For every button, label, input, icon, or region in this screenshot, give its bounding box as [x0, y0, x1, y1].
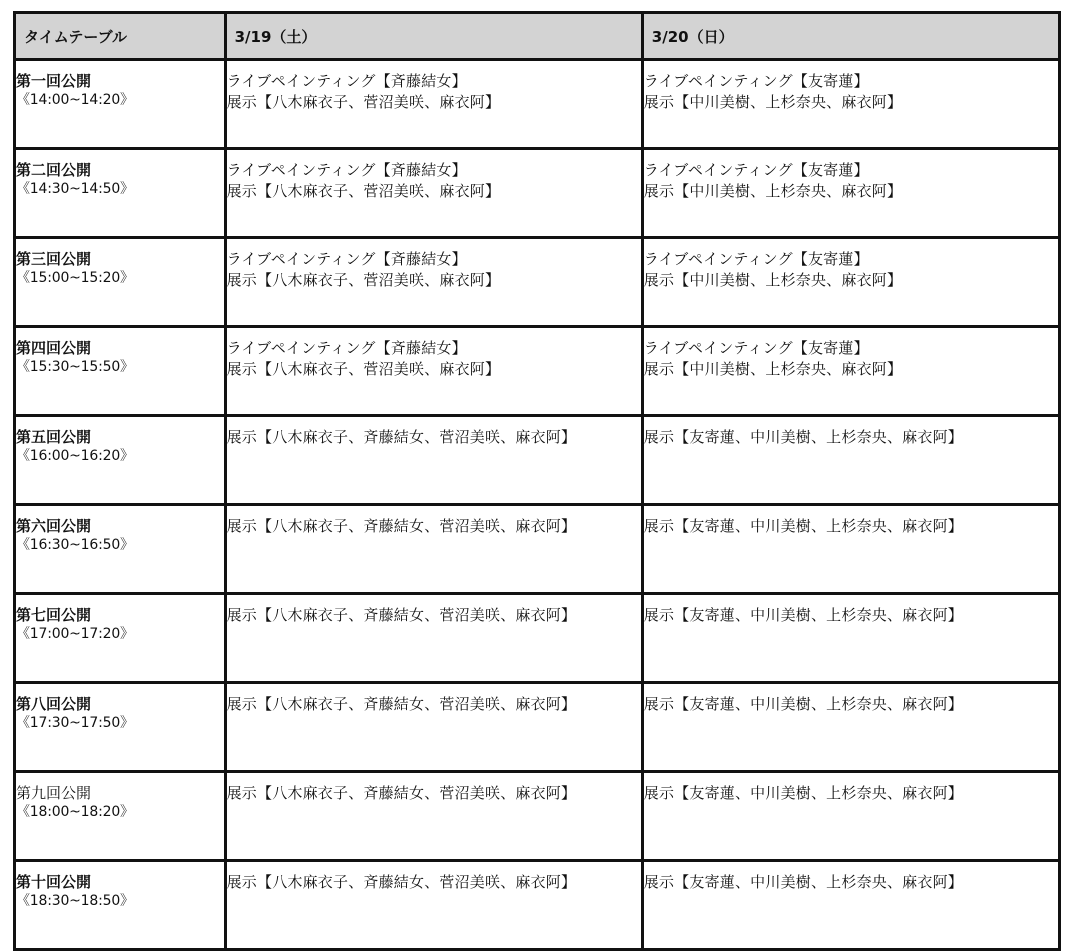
header-row	[15, 13, 1060, 60]
session-time: 《18:30~18:50》	[16, 893, 134, 909]
session-name: 第七回公開	[16, 606, 92, 624]
program-line: 展示【中川美樹、上杉奈央、麻衣阿】	[643, 271, 903, 289]
program-cell-day2	[642, 327, 1059, 416]
program-cell-day2	[642, 683, 1059, 772]
program-line: 展示【友寄蓮、中川美樹、上杉奈央、麻衣阿】	[643, 873, 963, 891]
header-day-0319: 3/19（土）	[225, 13, 642, 60]
session-time: 《14:30~14:50》	[16, 181, 134, 197]
program-cell-day1	[225, 683, 642, 772]
program-cell-day2	[642, 60, 1059, 149]
program-cell-day1	[225, 149, 642, 238]
session-time: 《17:30~17:50》	[16, 715, 134, 731]
program-line: 展示【友寄蓮、中川美樹、上杉奈央、麻衣阿】	[643, 784, 963, 802]
program-line: 展示【友寄蓮、中川美樹、上杉奈央、麻衣阿】	[643, 517, 963, 535]
table-row	[15, 772, 1060, 861]
session-time: 《18:00~18:20》	[16, 804, 134, 820]
program-line: 展示【中川美樹、上杉奈央、麻衣阿】	[643, 93, 903, 111]
header-day-0320: 3/20（日）	[642, 13, 1059, 60]
session-name: 第六回公開	[16, 517, 92, 535]
session-name: 第八回公開	[16, 695, 92, 713]
table-row	[15, 416, 1060, 505]
table-row	[15, 238, 1060, 327]
timetable-body	[15, 60, 1060, 950]
session-cell	[15, 861, 226, 950]
program-line: ライブペインティング【斉藤結女】	[226, 339, 467, 357]
session-time: 《16:30~16:50》	[16, 537, 134, 553]
program-line: 展示【八木麻衣子、斉藤結女、菅沼美咲、麻衣阿】	[226, 606, 577, 624]
program-line: 展示【友寄蓮、中川美樹、上杉奈央、麻衣阿】	[643, 695, 963, 713]
program-line: 展示【友寄蓮、中川美樹、上杉奈央、麻衣阿】	[643, 428, 963, 446]
program-cell-day1	[225, 861, 642, 950]
session-cell	[15, 594, 226, 683]
program-line: ライブペインティング【友寄蓮】	[643, 72, 869, 90]
program-cell-day2	[642, 772, 1059, 861]
program-line: 展示【八木麻衣子、菅沼美咲、麻衣阿】	[226, 271, 501, 289]
session-cell	[15, 238, 226, 327]
table-row	[15, 683, 1060, 772]
table-row	[15, 505, 1060, 594]
program-line: ライブペインティング【友寄蓮】	[643, 250, 869, 268]
program-cell-day1	[225, 416, 642, 505]
session-time: 《15:30~15:50》	[16, 359, 134, 375]
program-line: 展示【八木麻衣子、斉藤結女、菅沼美咲、麻衣阿】	[226, 695, 577, 713]
program-line: 展示【八木麻衣子、斉藤結女、菅沼美咲、麻衣阿】	[226, 784, 577, 802]
program-cell-day1	[225, 505, 642, 594]
program-line: 展示【八木麻衣子、菅沼美咲、麻衣阿】	[226, 182, 501, 200]
session-cell	[15, 772, 226, 861]
table-row	[15, 60, 1060, 149]
program-line: ライブペインティング【斉藤結女】	[226, 250, 467, 268]
timetable-header	[15, 13, 1060, 60]
session-cell	[15, 327, 226, 416]
session-name: 第十回公開	[16, 873, 92, 891]
program-line: 展示【友寄蓮、中川美樹、上杉奈央、麻衣阿】	[643, 606, 963, 624]
table-row	[15, 594, 1060, 683]
header-timetable: タイムテーブル	[15, 13, 226, 60]
program-cell-day1	[225, 772, 642, 861]
program-cell-day2	[642, 861, 1059, 950]
program-line: 展示【八木麻衣子、斉藤結女、菅沼美咲、麻衣阿】	[226, 873, 577, 891]
program-cell-day1	[225, 327, 642, 416]
program-line: 展示【八木麻衣子、斉藤結女、菅沼美咲、麻衣阿】	[226, 517, 577, 535]
session-name: 第三回公開	[16, 250, 92, 268]
program-line: 展示【中川美樹、上杉奈央、麻衣阿】	[643, 360, 903, 378]
program-line: 展示【八木麻衣子、菅沼美咲、麻衣阿】	[226, 360, 501, 378]
program-line: ライブペインティング【友寄蓮】	[643, 339, 869, 357]
program-line: ライブペインティング【友寄蓮】	[643, 161, 869, 179]
program-cell-day1	[225, 238, 642, 327]
session-name: 第四回公開	[16, 339, 92, 357]
session-cell	[15, 60, 226, 149]
session-time: 《16:00~16:20》	[16, 448, 134, 464]
program-cell-day2	[642, 238, 1059, 327]
program-cell-day1	[225, 60, 642, 149]
program-line: 展示【八木麻衣子、斉藤結女、菅沼美咲、麻衣阿】	[226, 428, 577, 446]
session-name: 第九回公開	[16, 784, 92, 802]
session-cell	[15, 683, 226, 772]
program-cell-day2	[642, 594, 1059, 683]
table-row	[15, 861, 1060, 950]
session-name: 第一回公開	[16, 72, 92, 90]
timetable	[13, 11, 1061, 951]
session-name: 第五回公開	[16, 428, 92, 446]
session-time: 《14:00~14:20》	[16, 92, 134, 108]
session-time: 《17:00~17:20》	[16, 626, 134, 642]
session-cell	[15, 505, 226, 594]
table-row	[15, 149, 1060, 238]
session-cell	[15, 149, 226, 238]
table-row	[15, 327, 1060, 416]
program-line: 展示【中川美樹、上杉奈央、麻衣阿】	[643, 182, 903, 200]
program-cell-day1	[225, 594, 642, 683]
session-time: 《15:00~15:20》	[16, 270, 134, 286]
session-name: 第二回公開	[16, 161, 92, 179]
program-line: ライブペインティング【斉藤結女】	[226, 161, 467, 179]
program-cell-day2	[642, 149, 1059, 238]
session-cell	[15, 416, 226, 505]
program-cell-day2	[642, 505, 1059, 594]
program-cell-day2	[642, 416, 1059, 505]
program-line: ライブペインティング【斉藤結女】	[226, 72, 467, 90]
program-line: 展示【八木麻衣子、菅沼美咲、麻衣阿】	[226, 93, 501, 111]
